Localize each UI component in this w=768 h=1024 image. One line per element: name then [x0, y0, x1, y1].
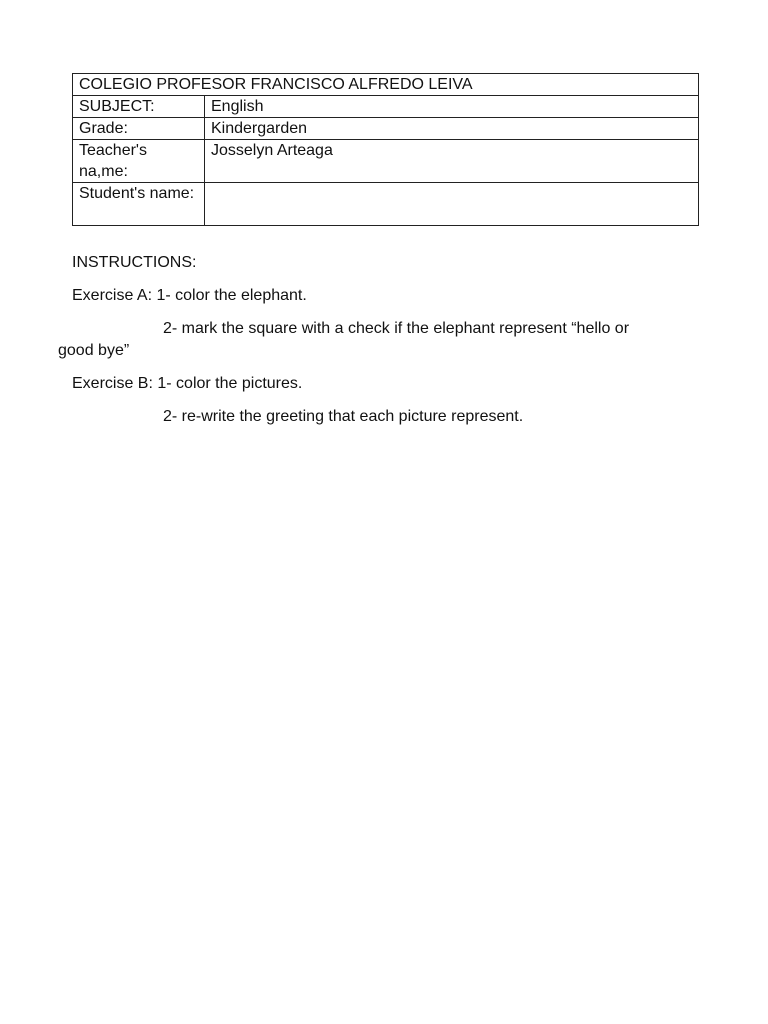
exercise-a-step2: 2- mark the square with a check if the elephant represent “hello or: [163, 320, 630, 337]
grade-row: [73, 118, 699, 140]
grade-label: Grade:: [73, 118, 205, 140]
subject-row: [73, 96, 699, 118]
subject-value: English: [205, 96, 699, 118]
teacher-value: Josselyn Arteaga: [205, 140, 699, 183]
school-name: COLEGIO PROFESOR FRANCISCO ALFREDO LEIVA: [73, 74, 699, 96]
instructions-heading: INSTRUCTIONS:: [72, 254, 197, 271]
grade-value: Kindergarden: [205, 118, 699, 140]
school-row: [73, 74, 699, 96]
exercise-b-step1: 1- color the pictures.: [157, 375, 303, 392]
student-name-field[interactable]: [205, 183, 699, 226]
header-table: [72, 73, 699, 226]
exercise-a-step2-line: [72, 318, 692, 340]
student-label: Student's name:: [73, 183, 205, 226]
subject-label: SUBJECT:: [73, 96, 205, 118]
exercise-a-step1: 1- color the elephant.: [156, 287, 307, 304]
exercise-a-label: Exercise A:: [72, 287, 153, 304]
exercise-b-step1-line: [72, 373, 692, 395]
teacher-label: Teacher's na,me:: [73, 140, 205, 183]
exercise-b-step2: 2- re-write the greeting that each picture represent.: [163, 408, 524, 425]
student-row: [73, 183, 699, 226]
exercise-a-step2-continuation: good bye”: [58, 342, 130, 359]
teacher-row: [73, 140, 699, 183]
instructions-section: [58, 252, 692, 439]
exercise-a-step1-line: [72, 285, 692, 307]
exercise-b-step2-line: [72, 406, 692, 428]
exercise-b-label: Exercise B:: [72, 375, 153, 392]
